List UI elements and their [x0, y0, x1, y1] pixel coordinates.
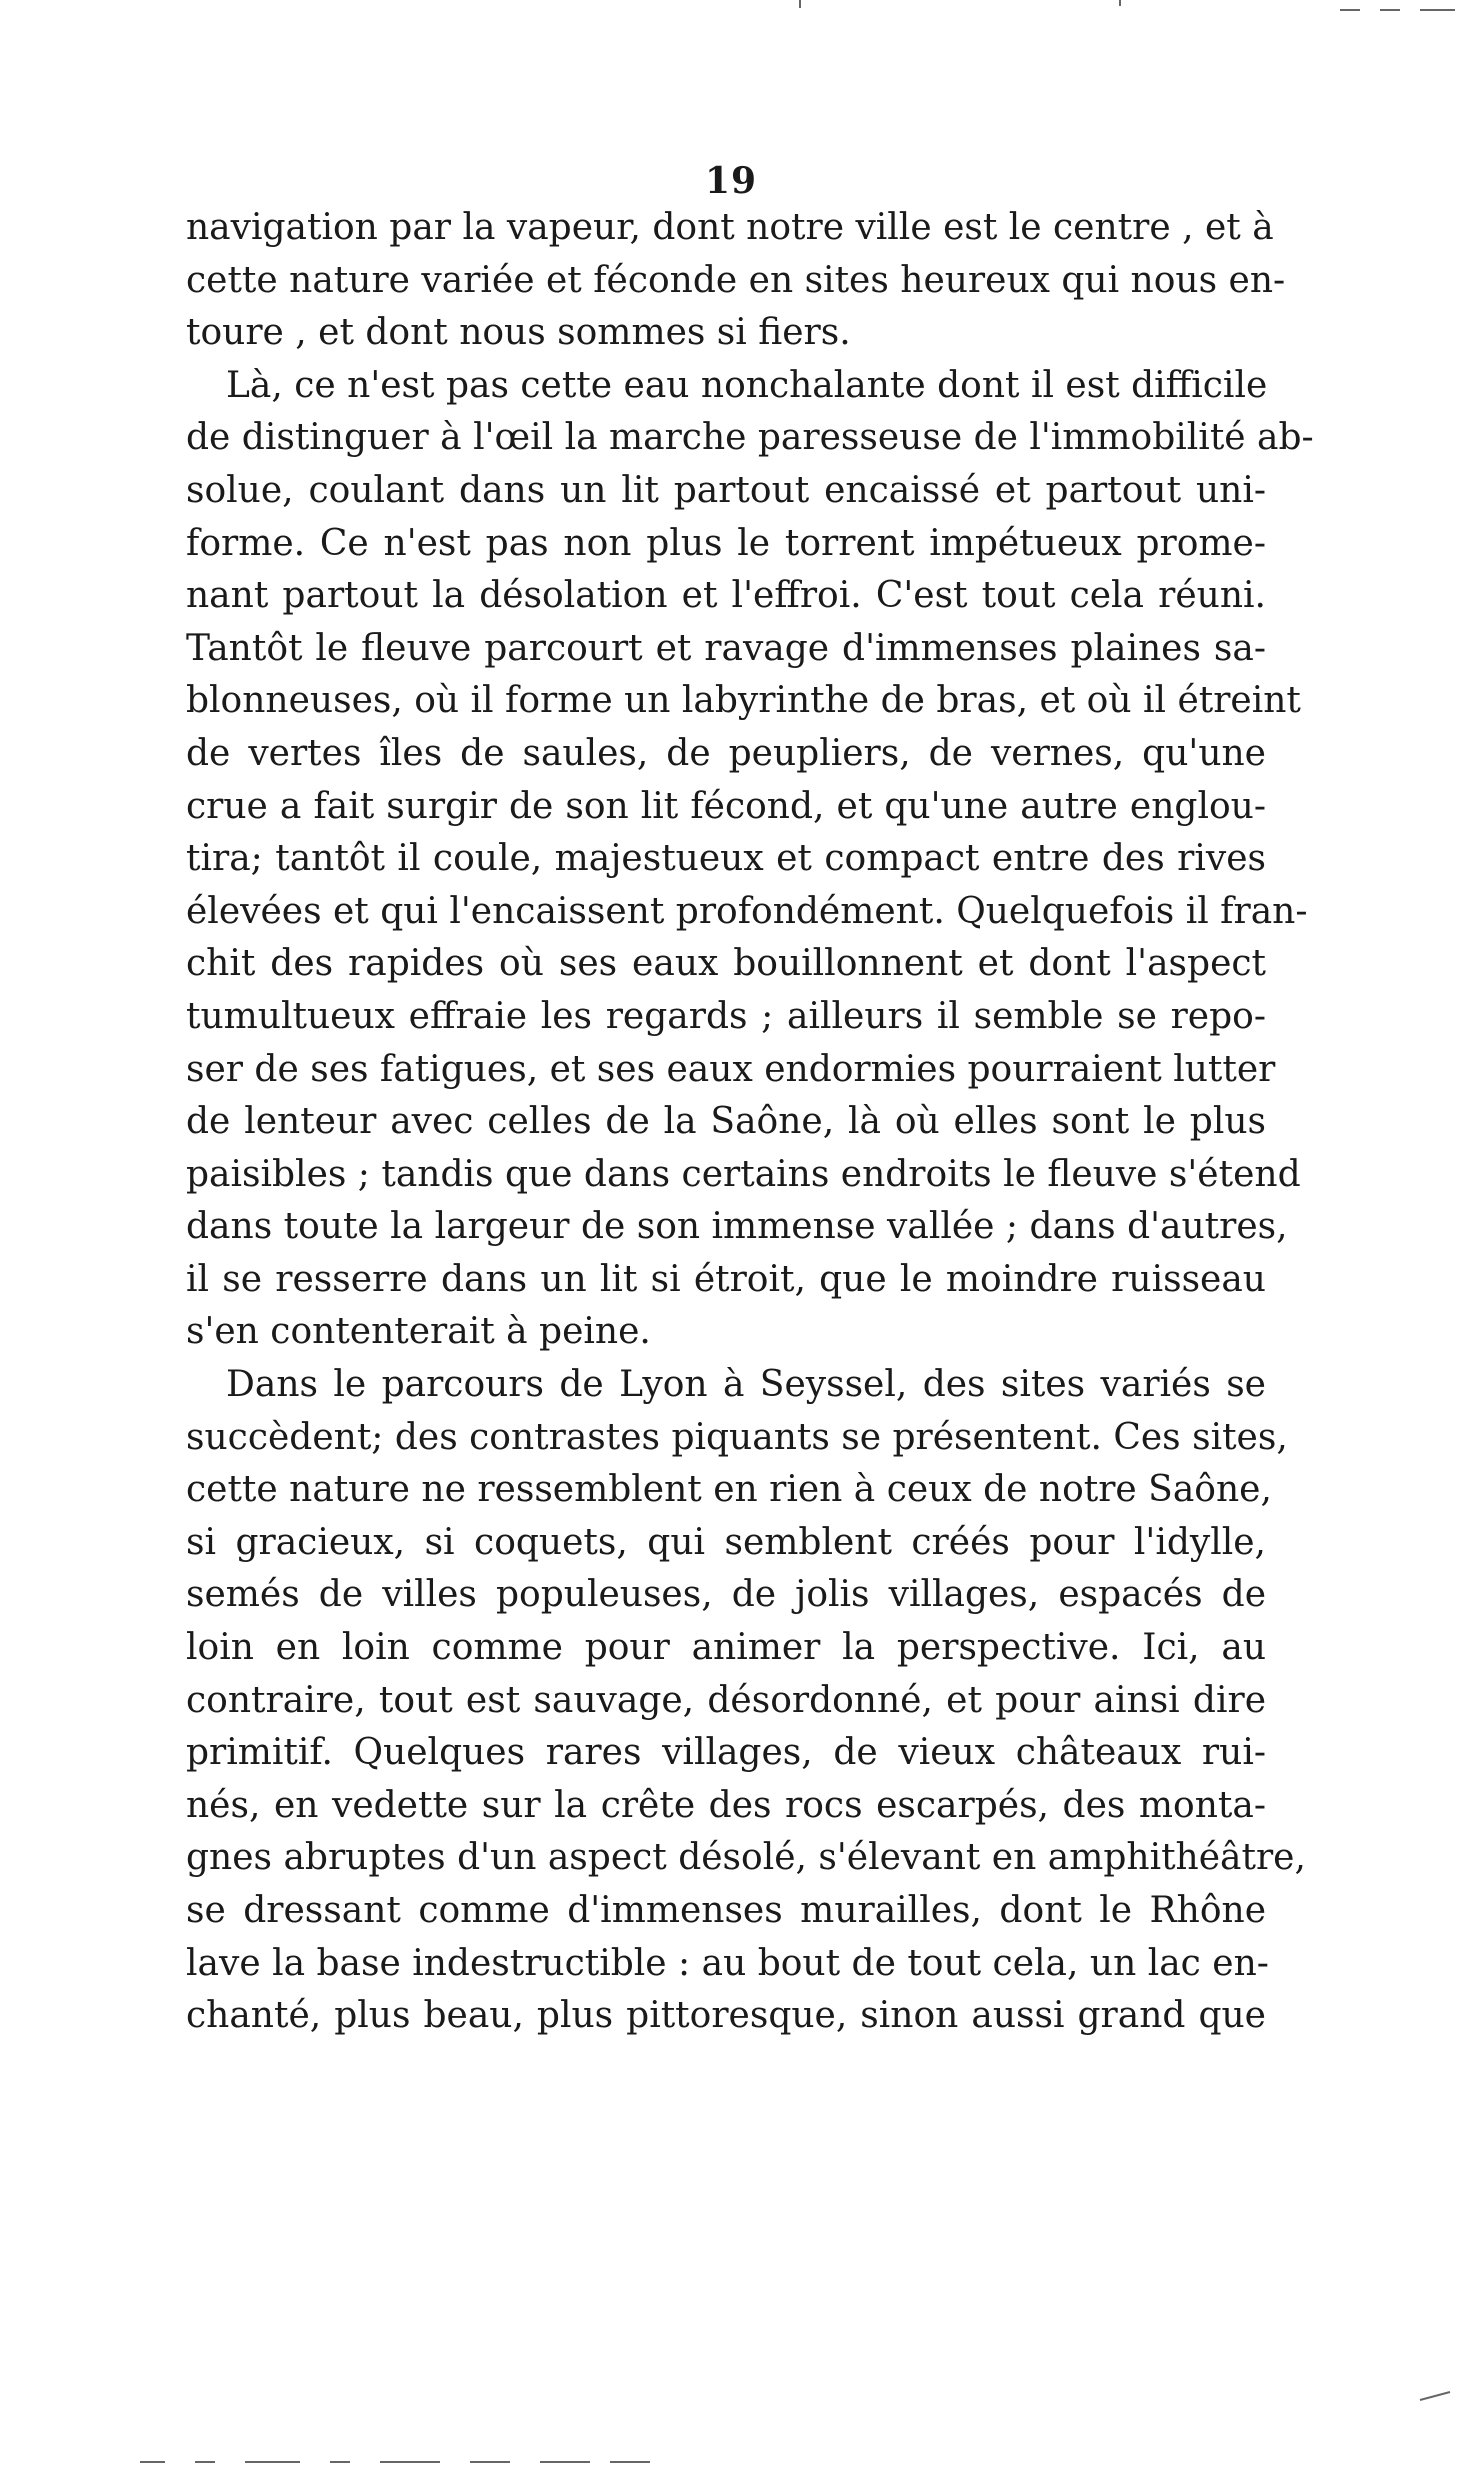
text-line: tumultueux effraie les regards ; ailleurs il semble se repo-	[186, 995, 1266, 1037]
text-line: de lenteur avec celles de la Saône, là où elles sont le plus	[186, 1101, 1266, 1143]
text-line: élevées et qui l'encaissent profondément. Quelquefois il fran-	[186, 890, 1308, 932]
text-line: succèdent; des contrastes piquants se présentent. Ces sites,	[186, 1416, 1288, 1458]
text-line: chit des rapides où ses eaux bouillonnent et dont l'aspect	[186, 943, 1266, 985]
text-line: cette nature variée et féconde en sites heureux qui nous en-	[186, 259, 1286, 301]
text-line: dans toute la largeur de son immense vallée ; dans d'autres,	[186, 1206, 1288, 1248]
text-line: chanté, plus beau, plus pittoresque, sinon aussi grand que	[186, 1995, 1266, 2037]
text-line: navigation par la vapeur, dont notre ville est le centre , et à	[186, 207, 1274, 248]
text-line: toure , et dont nous sommes si fiers.	[186, 312, 851, 354]
text-line: semés de villes populeuses, de jolis villages, espacés de	[186, 1574, 1266, 1616]
text-line: nés, en vedette sur la crête des rocs escarpés, des monta-	[186, 1784, 1266, 1826]
text-line: s'en contenterait à peine.	[186, 1311, 651, 1353]
text-line: tira; tantôt il coule, majestueux et compact entre des rives	[186, 838, 1266, 880]
text-line: nant partout la désolation et l'effroi. C'est tout cela réuni.	[186, 575, 1266, 617]
text-line: contraire, tout est sauvage, désordonné, et pour ainsi dire	[186, 1679, 1266, 1721]
text-line: crue a fait surgir de son lit fécond, et qu'une autre englou-	[186, 785, 1266, 827]
body-text	[186, 202, 1314, 2043]
text-line: forme. Ce n'est pas non plus le torrent impétueux prome-	[186, 522, 1266, 564]
text-line: de distinguer à l'œil la marche paresseuse de l'immobilité ab-	[186, 417, 1314, 459]
text-line: gnes abruptes d'un aspect désolé, s'élevant en amphithéâtre,	[186, 1837, 1306, 1879]
text-line: lave la base indestructible : au bout de tout cela, un lac en-	[186, 1942, 1269, 1984]
text-line: paisibles ; tandis que dans certains endroits le fleuve s'étend	[186, 1153, 1301, 1195]
text-line: Dans le parcours de Lyon à Seyssel, des sites variés se	[226, 1364, 1266, 1406]
page-number: 19	[705, 160, 758, 202]
text-line: solue, coulant dans un lit partout encaissé et partout uni-	[186, 469, 1266, 511]
text-line: Tantôt le fleuve parcourt et ravage d'immenses plaines sa-	[186, 627, 1266, 669]
text-line: loin en loin comme pour animer la perspective. Ici, au	[186, 1627, 1266, 1669]
text-line: se dressant comme d'immenses murailles, dont le Rhône	[186, 1890, 1266, 1931]
text-line: primitif. Quelques rares villages, de vieux châteaux rui-	[186, 1732, 1266, 1774]
text-line: blonneuses, où il forme un labyrinthe de bras, et où il étreint	[186, 680, 1301, 722]
text-line: Là, ce n'est pas cette eau nonchalante dont il est difficile	[226, 364, 1268, 406]
text-line: si gracieux, si coquets, qui semblent créés pour l'idylle,	[186, 1521, 1266, 1563]
text-line: ser de ses fatigues, et ses eaux endormies pourraient lutter	[186, 1048, 1276, 1090]
text-line: cette nature ne ressemblent en rien à ceux de notre Saône,	[186, 1469, 1272, 1511]
text-line: il se resserre dans un lit si étroit, que le moindre ruisseau	[186, 1258, 1266, 1300]
text-line: de vertes îles de saules, de peupliers, de vernes, qu'une	[186, 732, 1266, 774]
